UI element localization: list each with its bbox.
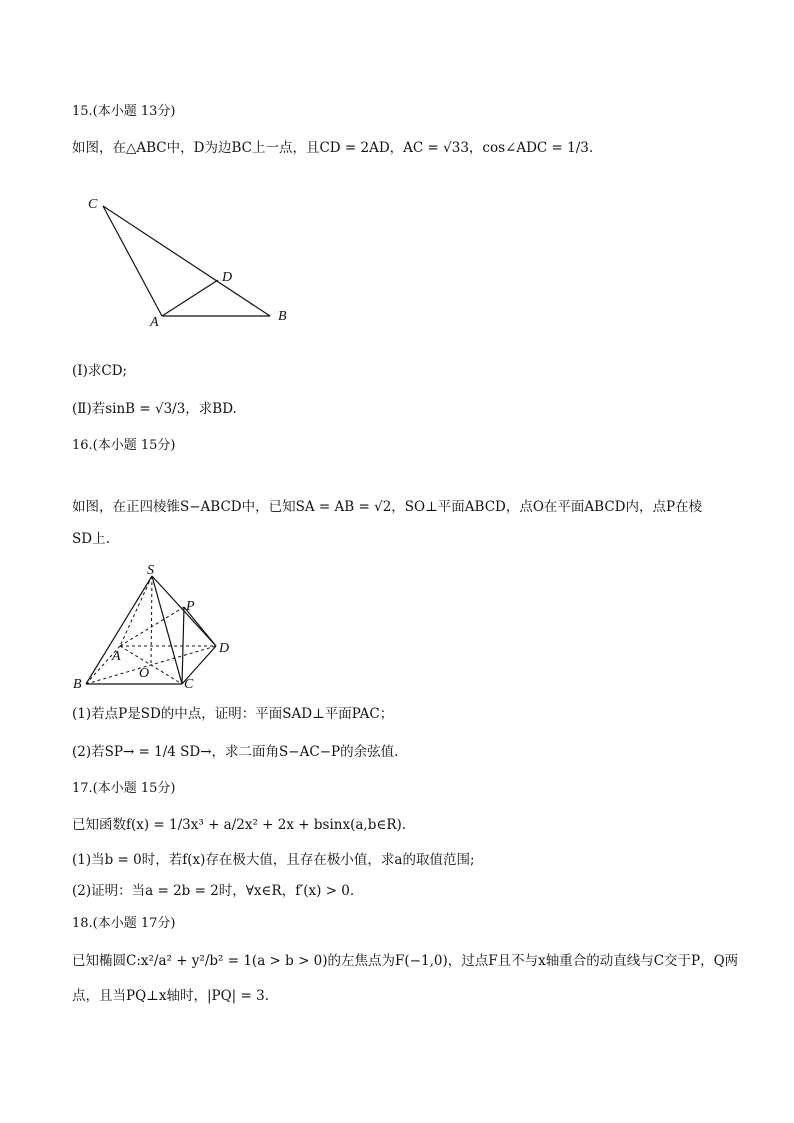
problem-17-part-1: (1)当b = 0时，若f(x)存在极大值，且存在极小值，求a的取值范围; xyxy=(72,852,475,868)
problem-16-part-1: (1)若点P是SD的中点，证明：平面SAD⊥平面PAC； xyxy=(72,706,394,722)
problem-15-stem: 如图，在△ABC中，D为边BC上一点，且CD = 2AD，AC = √33，cos∠ADC = 1/3. xyxy=(72,140,594,156)
label-a: A xyxy=(112,649,121,664)
problem-18-stem-line-2: 点，且当PQ⊥x轴时，|PQ| = 3. xyxy=(72,988,269,1004)
problem-18-heading: 18.(本小题 17分) xyxy=(72,916,176,931)
label-b: B xyxy=(73,677,82,692)
problem-15-part-2: (Ⅱ)若sinB = √3/3，求BD. xyxy=(72,401,237,417)
label-b: B xyxy=(278,309,287,324)
label-o: O xyxy=(139,666,150,681)
problem-16-heading: 16.(本小题 15分) xyxy=(72,438,176,453)
problem-17-heading: 17.(本小题 15分) xyxy=(72,781,176,796)
label-p: P xyxy=(186,599,195,614)
problem-16-stem-line-1: 如图，在正四棱锥S−ABCD中，已知SA = AB = √2，SO⊥平面ABCD，点O在平面ABCD内，点P在棱 xyxy=(72,499,703,515)
problem-15-part-1: (Ⅰ)求CD; xyxy=(72,363,128,379)
problem-18-stem-line-1: 已知椭圆C:x²/a² + y²/b² = 1(a > b > 0)的左焦点为F(−1,0)，过点F且不与x轴重合的动直线与C交于P，Q两 xyxy=(72,953,739,969)
label-d: D xyxy=(222,270,233,285)
label-s: S xyxy=(147,563,154,578)
problem-17-part-2: (2)证明：当a = 2b = 2时，∀x∈R，f′(x) > 0. xyxy=(72,883,355,899)
problem-17-stem: 已知函数f(x) = 1/3x³ + a/2x² + 2x + bsinx(a,b∈R). xyxy=(72,817,407,833)
label-c: C xyxy=(88,197,98,212)
problem-16-part-2: (2)若SP→ = 1/4 SD→，求二面角S−AC−P的余弦值. xyxy=(72,744,399,760)
pyramid-figure xyxy=(70,562,250,694)
label-a: A xyxy=(150,315,159,330)
label-c: C xyxy=(184,677,194,692)
triangle-abc-figure xyxy=(80,188,300,333)
label-d: D xyxy=(219,641,230,656)
problem-16-stem-line-2: SD上. xyxy=(72,531,110,547)
problem-15-heading: 15.(本小题 13分) xyxy=(72,104,176,119)
